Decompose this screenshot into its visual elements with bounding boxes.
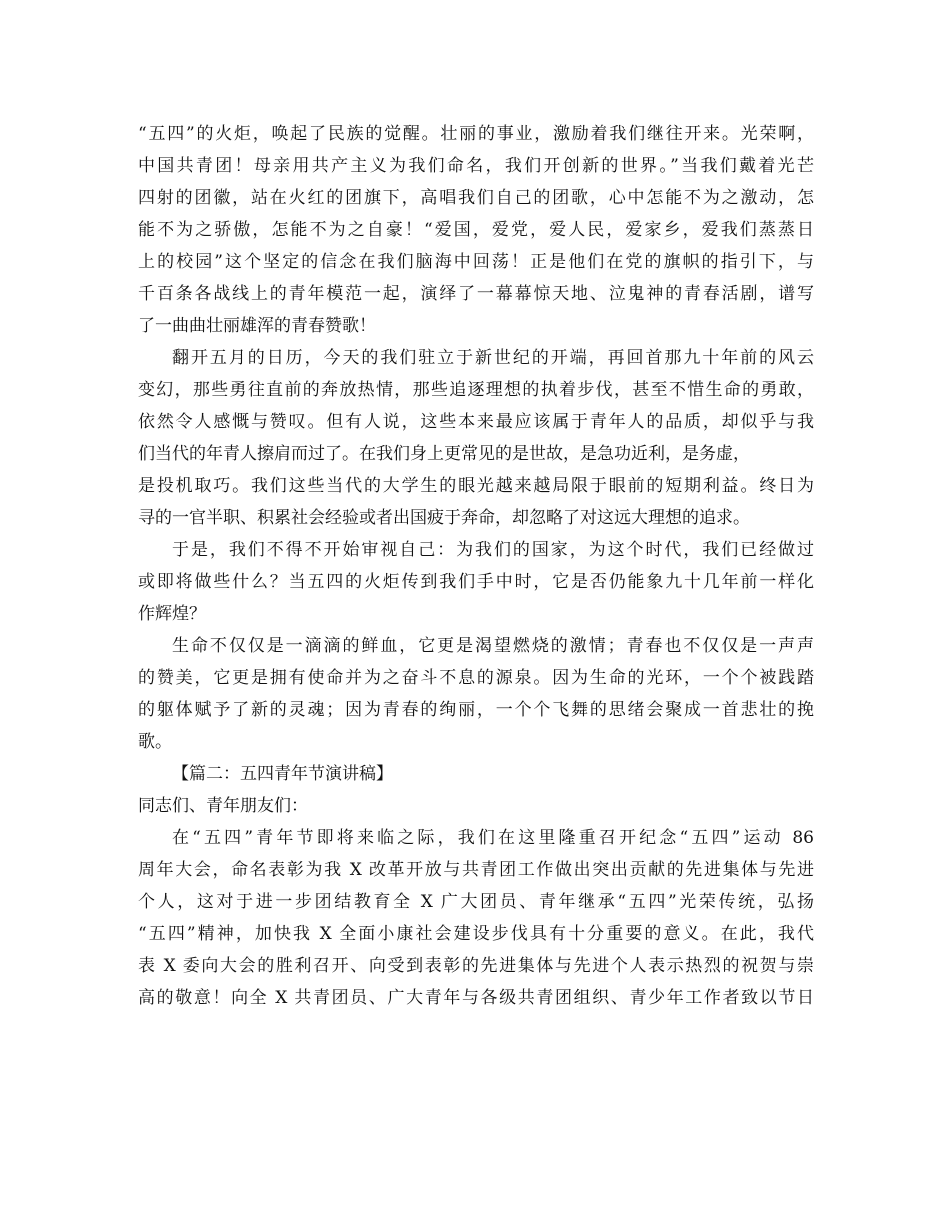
document-body xyxy=(138,118,814,1014)
paragraph-3 xyxy=(138,534,814,630)
paragraph-1 xyxy=(138,118,814,342)
text-line: 上的校园”这个坚定的信念在我们脑海中回荡！正是他们在党的旗帜的指引下，与 xyxy=(138,252,814,272)
heading-text: 【篇二：五四青年节演讲稿】 xyxy=(172,764,393,784)
text-line: 表 X 委向大会的胜利召开、向受到表彰的先进集体与先进个人表示热烈的祝贺与崇 xyxy=(138,956,814,976)
text-line: 能不为之骄傲，怎能不为之自豪！“爱国，爱党，爱人民，爱家乡，爱我们蒸蒸日 xyxy=(138,220,814,240)
text-line: 作辉煌？ xyxy=(138,604,206,624)
text-line: “五四”的火炬，唤起了民族的觉醒。壮丽的事业，激励着我们继往开来。光荣啊， xyxy=(138,124,814,144)
text-line: 了一曲曲壮丽雄浑的青春赞歌！ xyxy=(138,316,376,336)
text-line: 是投机取巧。我们这些当代的大学生的眼光越来越局限于眼前的短期利益。终日为 xyxy=(138,476,814,496)
text-line: 高的敬意！向全 X 共青团员、广大青年与各级共青团组织、青少年工作者致以节日 xyxy=(138,988,814,1008)
text-line: 或即将做些什么？当五四的火炬传到我们手中时，它是否仍能象九十几年前一样化 xyxy=(138,572,814,592)
salutation xyxy=(138,790,814,822)
text-line: 的躯体赋予了新的灵魂；因为青春的绚丽，一个个飞舞的思绪会聚成一首悲壮的挽 xyxy=(138,700,814,720)
text-line: 周年大会，命名表彰为我 X 改革开放与共青团工作做出突出贡献的先进集体与先进 xyxy=(138,860,814,880)
text-line: 中国共青团！母亲用共产主义为我们命名，我们开创新的世界。”当我们戴着光芒 xyxy=(138,156,814,176)
paragraph-5 xyxy=(138,822,814,1014)
section-heading xyxy=(138,758,814,790)
text-line: 依然令人感慨与赞叹。但有人说，这些本来最应该属于青年人的品质，却似乎与我 xyxy=(138,412,814,432)
text-line: 的赞美，它更是拥有使命并为之奋斗不息的源泉。因为生命的光环，一个个被践踏 xyxy=(138,668,814,688)
text-line: 翻开五月的日历，今天的我们驻立于新世纪的开端，再回首那九十年前的风云 xyxy=(172,348,814,368)
text-line: 千百条各战线上的青年模范一起，演绎了一幕幕惊天地、泣鬼神的青春活剧，谱写 xyxy=(138,284,814,304)
text-line: “五四”精神，加快我 X 全面小康社会建设步伐具有十分重要的意义。在此，我代 xyxy=(138,924,814,944)
text-line: 在“五四”青年节即将来临之际，我们在这里隆重召开纪念“五四”运动 86 xyxy=(172,828,814,848)
text-line: 们当代的年青人擦肩而过了。在我们身上更常见的是世故，是急功近利，是务虚， xyxy=(138,444,750,464)
paragraph-2 xyxy=(138,342,814,534)
text-line: 生命不仅仅是一滴滴的鲜血，它更是渴望燃烧的激情；青春也不仅仅是一声声 xyxy=(172,636,814,656)
text-line: 寻的一官半职、积累社会经验或者出国疲于奔命，却忽略了对这远大理想的追求。 xyxy=(138,508,750,528)
text-line: 四射的团徽，站在火红的团旗下，高唱我们自己的团歌，心中怎能不为之激动，怎 xyxy=(138,188,814,208)
text-line: 歌。 xyxy=(138,732,172,752)
paragraph-4 xyxy=(138,630,814,758)
salutation-text: 同志们、青年朋友们： xyxy=(138,796,308,816)
text-line: 个人，这对于进一步团结教育全 X 广大团员、青年继承“五四”光荣传统，弘扬 xyxy=(138,892,814,912)
text-line: 变幻，那些勇往直前的奔放热情，那些追逐理想的执着步伐，甚至不惜生命的勇敢， xyxy=(138,380,814,400)
text-line: 于是，我们不得不开始审视自己：为我们的国家，为这个时代，我们已经做过 xyxy=(172,540,814,560)
